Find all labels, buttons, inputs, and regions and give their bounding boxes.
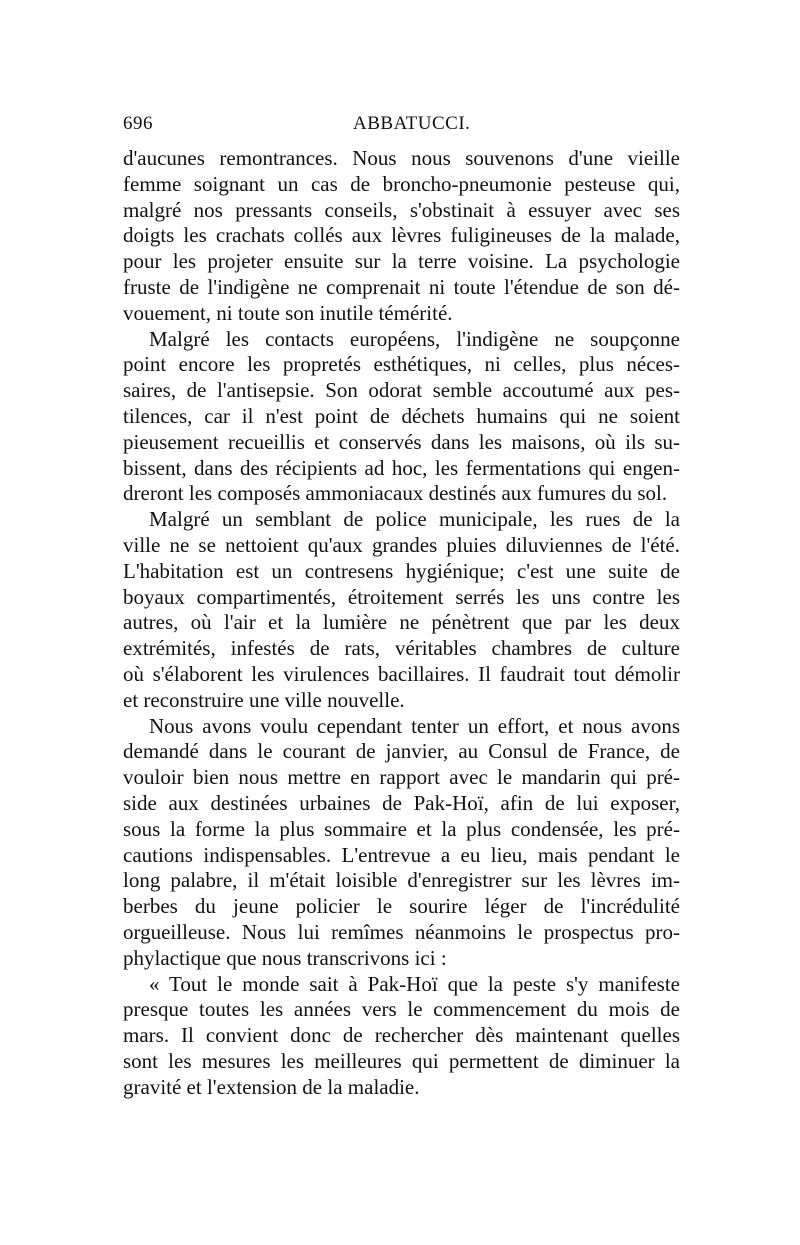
text-line: fruste de l'indigène ne comprenait ni toute l'étendue de son dé- bbox=[123, 274, 680, 299]
text-line: boyaux compartimentés, étroitement serrés les uns contre les bbox=[123, 584, 680, 609]
text-line: berbes du jeune policier le sourire léger de l'incrédulité bbox=[123, 894, 680, 919]
text-line: doigts les crachats collés aux lèvres fuligineuses de la malade, bbox=[123, 223, 680, 248]
text-line: Malgré un semblant de police municipale, les rues de la bbox=[149, 507, 680, 532]
text-line: extrémités, infestés de rats, véritables chambres de culture bbox=[123, 636, 680, 661]
text-line: point encore les propretés esthétiques, ni celles, plus néces- bbox=[123, 352, 680, 377]
text-line: et reconstruire une ville nouvelle. bbox=[123, 687, 405, 712]
text-line: malgré nos pressants conseils, s'obstinait à essuyer avec ses bbox=[123, 197, 680, 222]
body-text bbox=[123, 146, 680, 1100]
text-line: demandé dans le courant de janvier, au Consul de France, de bbox=[123, 739, 680, 764]
text-line: vouement, ni toute son inutile témérité. bbox=[123, 300, 453, 325]
running-title: ABBATUCCI. bbox=[353, 113, 471, 134]
text-line: side aux destinées urbaines de Pak-Hoï, afin de lui exposer, bbox=[123, 790, 680, 815]
text-line: phylactique que nous transcrivons ici : bbox=[123, 945, 447, 970]
text-line: autres, où l'air et la lumière ne pénètrent que par les deux bbox=[123, 610, 680, 635]
text-line: orgueilleuse. Nous lui remîmes néanmoins le prospectus pro- bbox=[123, 919, 680, 944]
text-line: où s'élaborent les virulences bacillaires. Il faudrait tout démolir bbox=[123, 661, 680, 686]
page-number: 696 bbox=[123, 113, 153, 134]
text-line: long palabre, il m'était loisible d'enregistrer sur les lèvres im- bbox=[123, 868, 680, 893]
text-line: Malgré les contacts européens, l'indigène ne soupçonne bbox=[149, 326, 680, 351]
text-line: cautions indispensables. L'entrevue a eu lieu, mais pendant le bbox=[123, 842, 680, 867]
text-line: sont les mesures les meilleures qui permettent de diminuer la bbox=[123, 1048, 680, 1073]
text-line: ville ne se nettoient qu'aux grandes pluies diluviennes de l'été. bbox=[123, 532, 680, 557]
running-head bbox=[123, 113, 678, 143]
text-line: presque toutes les années vers le commencement du mois de bbox=[123, 997, 680, 1022]
text-line: sous la forme la plus sommaire et la plus condensée, les pré- bbox=[123, 816, 680, 841]
text-line: gravité et l'extension de la maladie. bbox=[123, 1074, 420, 1099]
text-line: dreront les composés ammoniacaux destinés aux fumures du sol. bbox=[123, 481, 668, 506]
text-line: « Tout le monde sait à Pak-Hoï que la peste s'y manifeste bbox=[149, 971, 680, 996]
text-line: d'aucunes remontrances. Nous nous souvenons d'une vieille bbox=[123, 146, 680, 170]
text-line: bissent, dans des récipients ad hoc, les fermentations qui engen- bbox=[123, 455, 680, 480]
text-line: pour les projeter ensuite sur la terre voisine. La psychologie bbox=[123, 249, 680, 274]
text-line: femme soignant un cas de broncho-pneumonie pesteuse qui, bbox=[123, 171, 680, 196]
text-line: mars. Il convient donc de rechercher dès maintenant quelles bbox=[123, 1023, 680, 1048]
text-line: Nous avons voulu cependant tenter un effort, et nous avons bbox=[149, 713, 680, 738]
text-line: L'habitation est un contresens hygiénique; c'est une suite de bbox=[123, 558, 680, 583]
text-line: vouloir bien nous mettre en rapport avec le mandarin qui pré- bbox=[123, 765, 680, 790]
text-line: pieusement recueillis et conservés dans les maisons, où ils su- bbox=[123, 429, 680, 454]
text-line: tilences, car il n'est point de déchets humains qui ne soient bbox=[123, 403, 680, 428]
text-line: saires, de l'antisepsie. Son odorat semble accoutumé aux pes- bbox=[123, 378, 680, 403]
